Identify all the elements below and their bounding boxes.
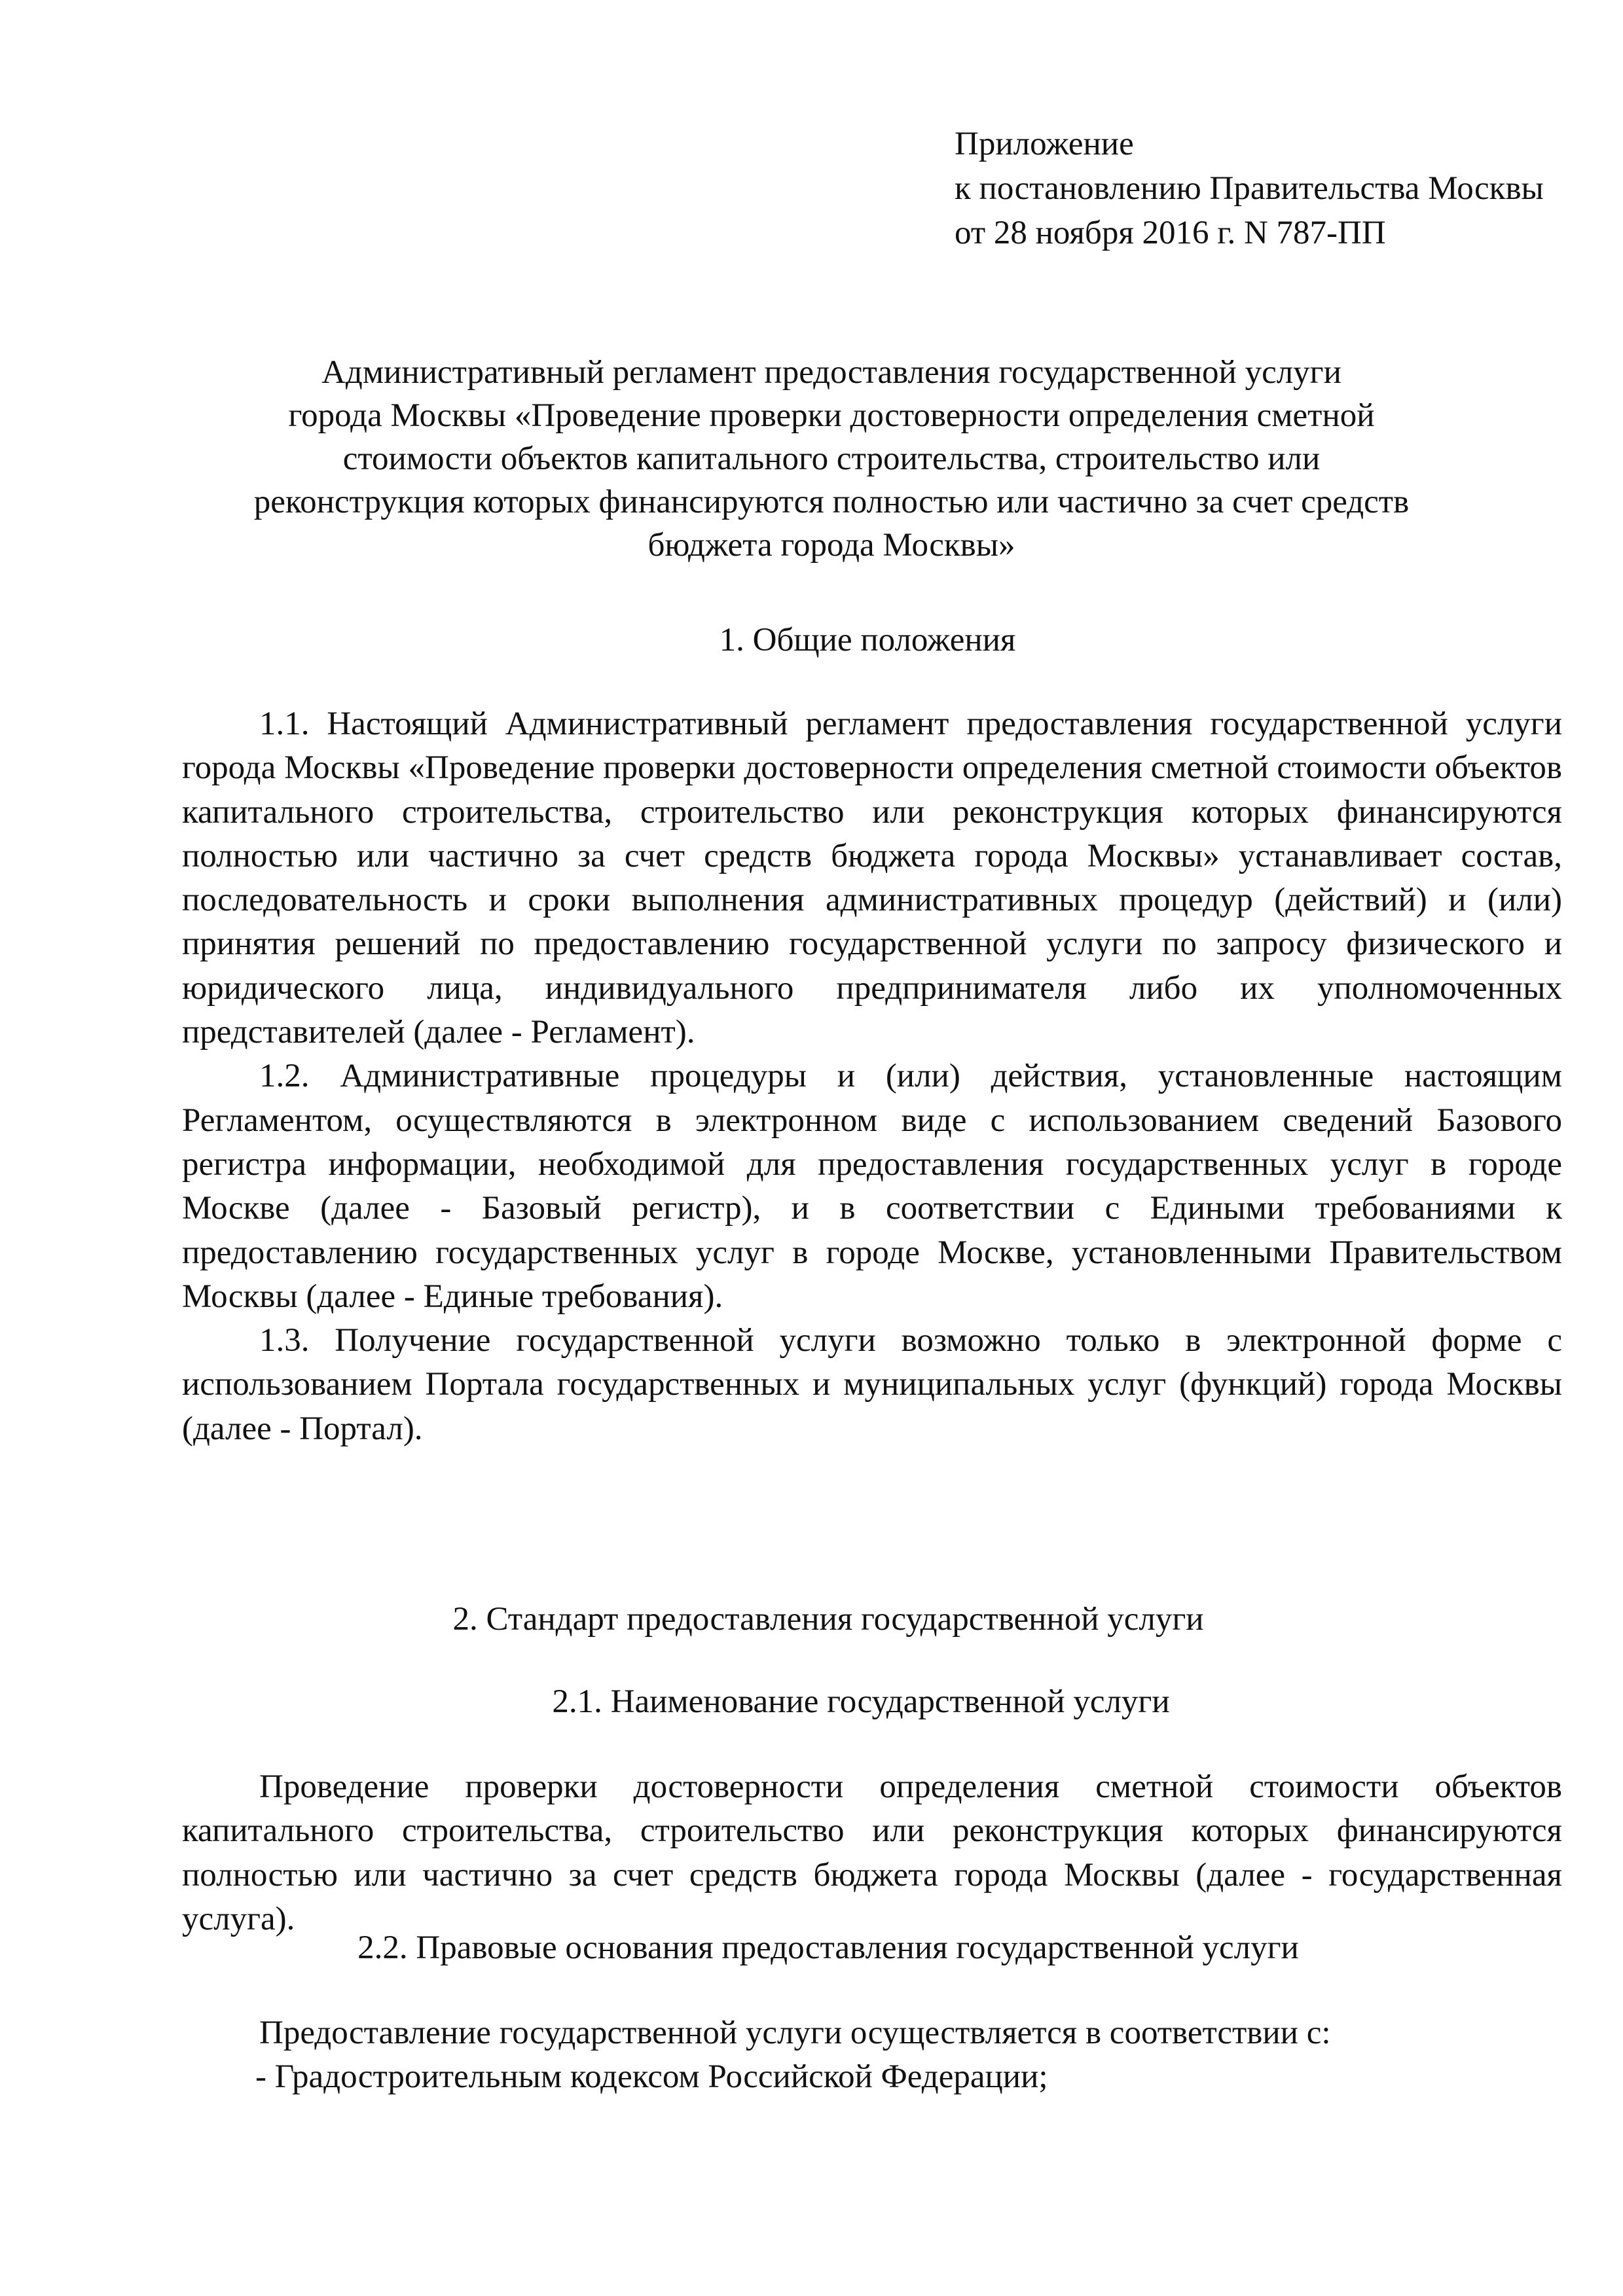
- document-title: [157, 351, 1506, 567]
- paragraph-1-1: 1.1. Настоящий Административный регламент предоставления государственной услуги города Москвы «Проведение проверки достоверности определения сметной стоимости объектов капитального строительства, строительство или реконструкция которых финансируются полностью или частично за счет средств бюджета города Москвы» устанавливает состав, последовательность и сроки выполнения административных процедур (действий) и (или) принятия решений по предоставлению государственной услуги по запросу физического и юридического лица, индивидуального предпринимателя либо их уполномоченных представителей (далее - Регламент).: [182, 706, 1562, 1051]
- title-line: Административный регламент предоставления государственной услуги: [321, 354, 1341, 391]
- appendix-line: Приложение: [955, 126, 1134, 162]
- appendix-line: от 28 ноября 2016 г. N 787-ПП: [955, 215, 1386, 251]
- title-line: бюджета города Москвы»: [647, 527, 1015, 564]
- paragraph-2-2: Предоставление государственной услуги осуществляется в соответствии с:: [259, 2015, 1331, 2051]
- subsection-2-2-body: [182, 2011, 1562, 2100]
- title-line: реконструкция которых финансируются полностью или частично за счет средств: [253, 484, 1410, 520]
- paragraph-1-2: 1.2. Административные процедуры и (или) действия, установленные настоящим Регламентом, осуществляются в электронном виде с использованием сведений Базового регистра информации, необходимой для предоставления государственных услуг в городе Москве (далее - Базовый регистр), и в соответствии с Едиными требованиями к предоставлению государственных услуг в городе Москве, установленными Правительством Москвы (далее - Единые требования).: [182, 1058, 1562, 1315]
- subsection-2-1-heading: 2.1. Наименование государственной услуги: [552, 1683, 1170, 1720]
- appendix-header: [955, 122, 1544, 255]
- section-2-heading: 2. Стандарт предоставления государственной услуги: [452, 1601, 1204, 1638]
- paragraph-1-3: 1.3. Получение государственной услуги возможно только в электронной форме с использованием Портала государственных и муниципальных услуг (функций) города Москвы (далее - Портал).: [182, 1322, 1562, 1447]
- subsection-2-1-body: [182, 1765, 1562, 1941]
- title-line: города Москвы «Проведение проверки достоверности определения сметной: [288, 397, 1375, 434]
- paragraph-2-1: Проведение проверки достоверности определения сметной стоимости объектов капитального строительства, строительство или реконструкция которых финансируются полностью или частично за счет средств бюджета города Москвы (далее - государственная услуга).: [182, 1768, 1562, 1937]
- section-1-body: [182, 702, 1562, 1451]
- list-item: - Градостроительным кодексом Российской Федерации;: [255, 2058, 1048, 2096]
- section-1-heading: 1. Общие положения: [719, 622, 1016, 658]
- title-line: стоимости объектов капитального строительства, строительство или: [342, 440, 1321, 477]
- appendix-line: к постановлению Правительства Москвы: [955, 170, 1544, 207]
- subsection-2-2-heading: 2.2. Правовые основания предоставления государственной услуги: [357, 1929, 1299, 1966]
